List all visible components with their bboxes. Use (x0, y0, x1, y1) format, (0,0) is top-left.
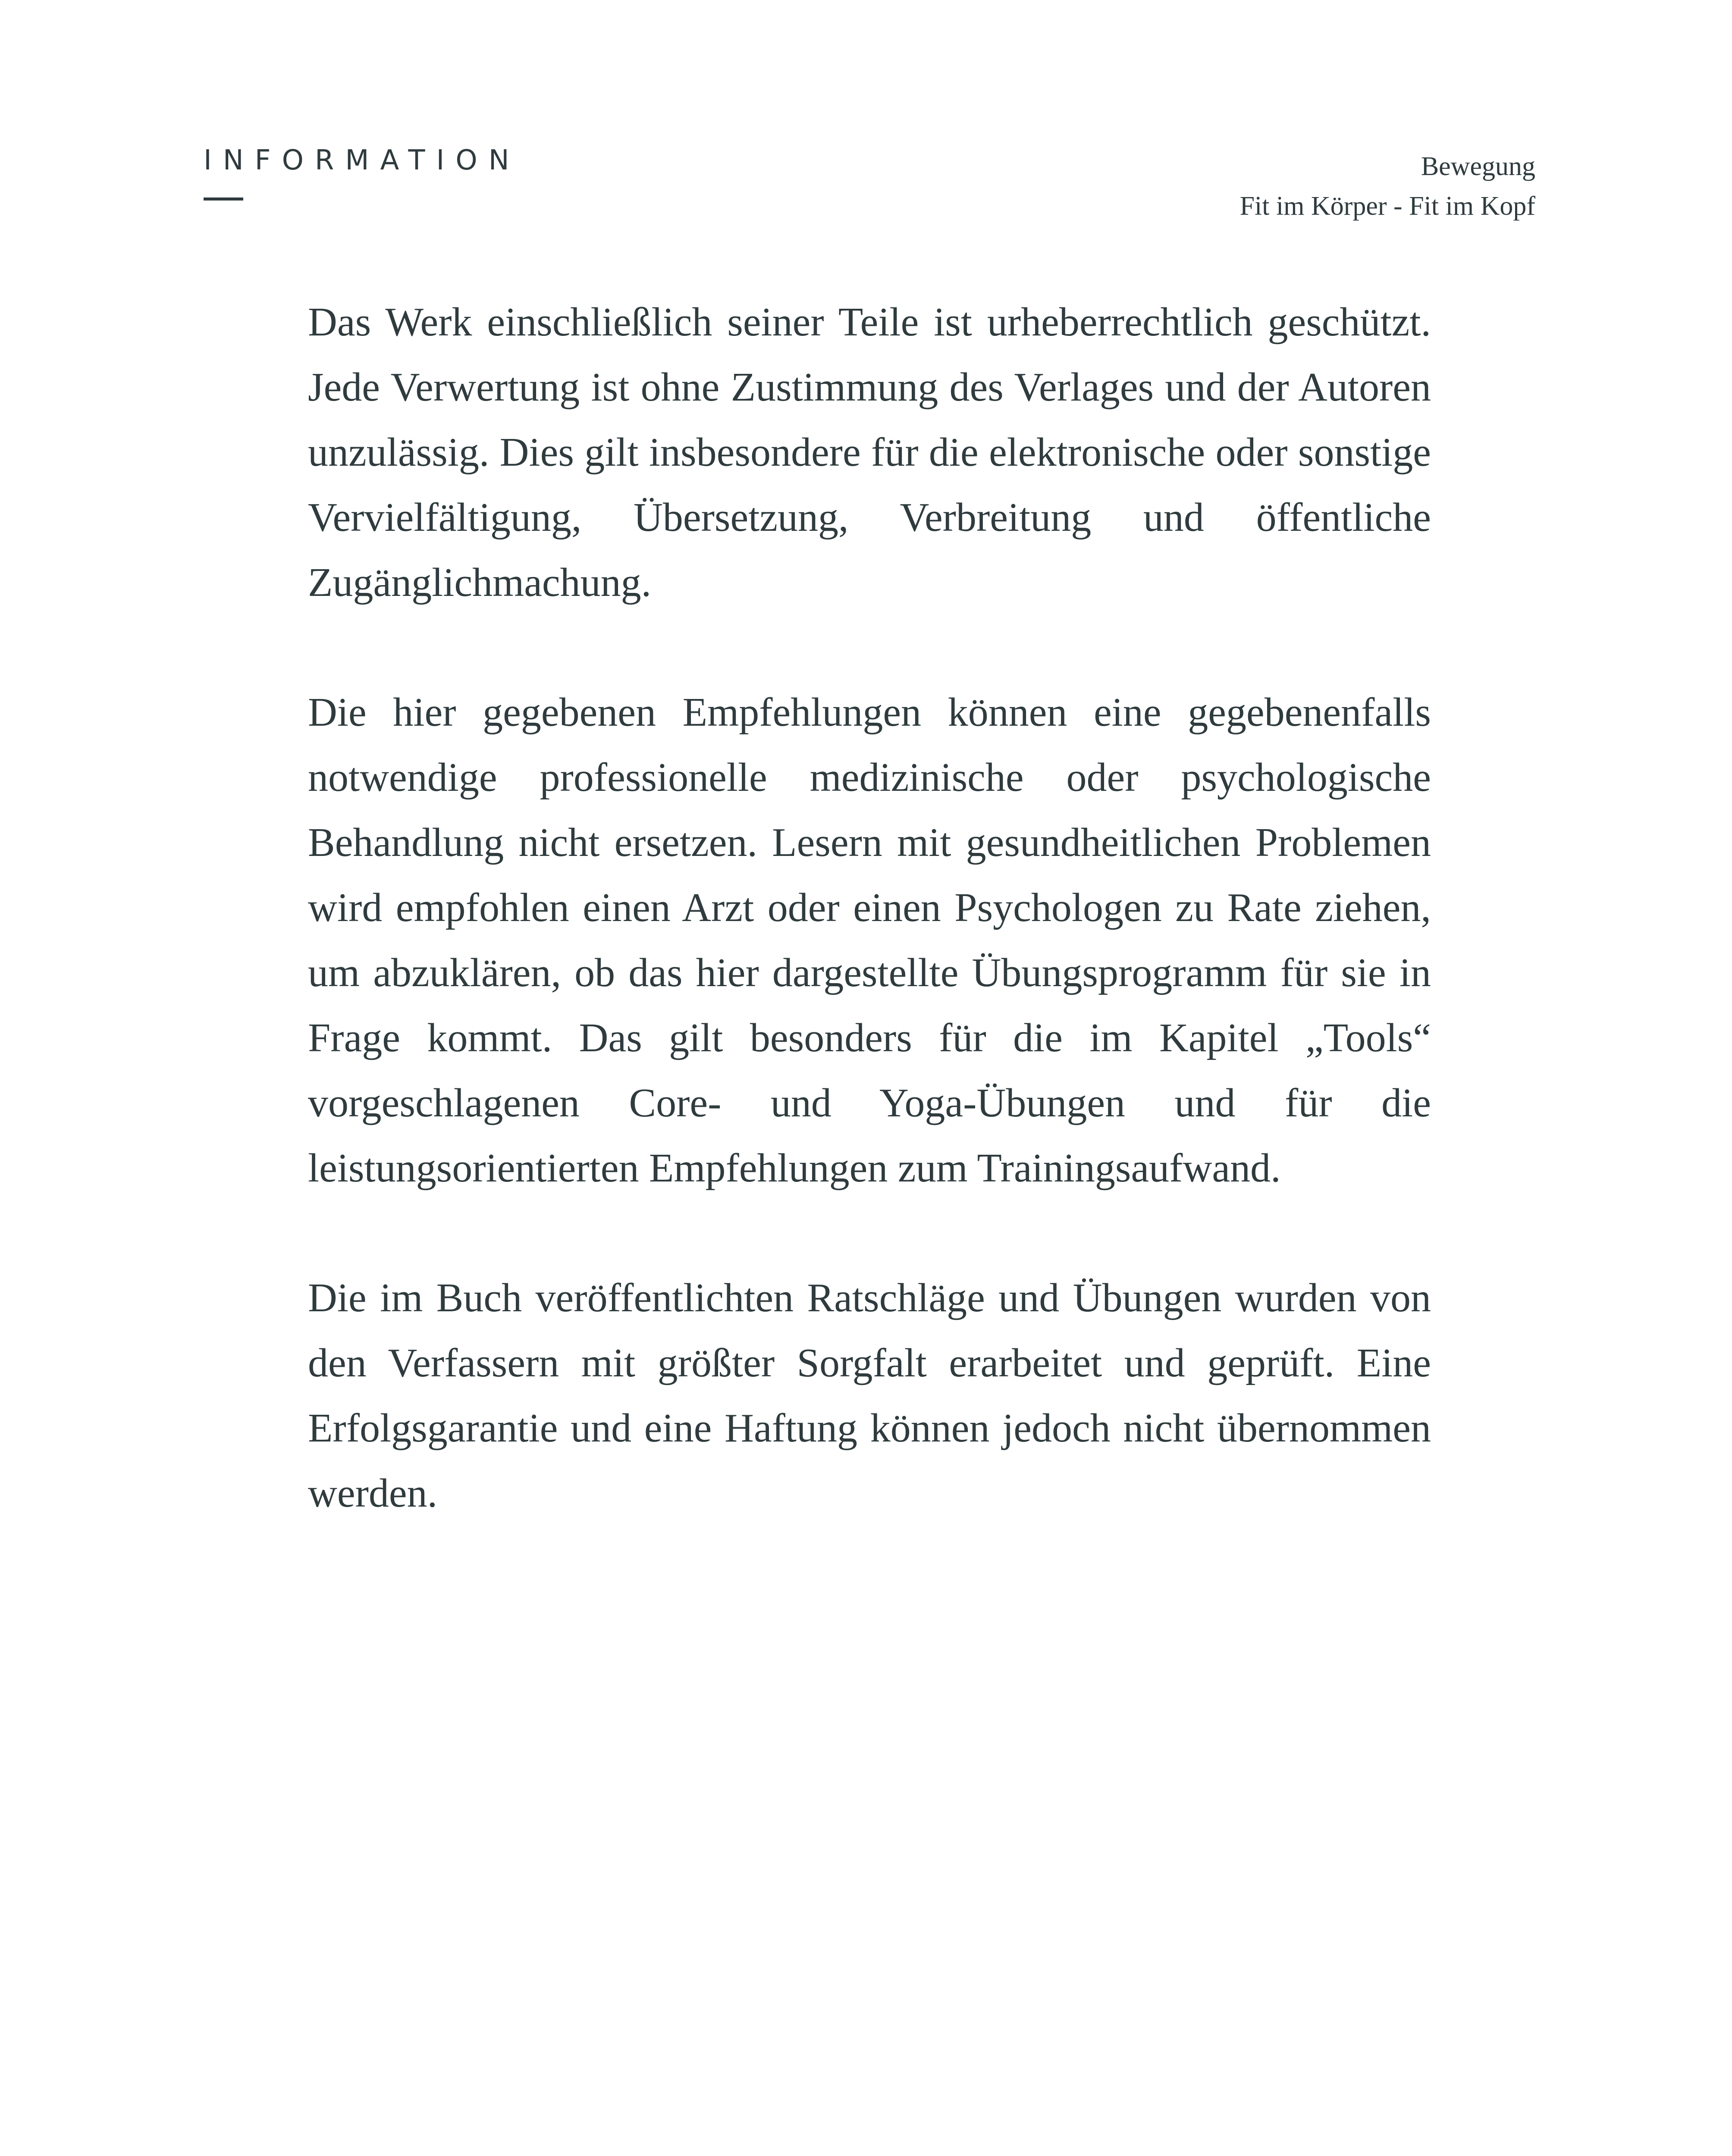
paragraph-copyright: Das Werk einschließlich seiner Teile ist urheberrechtlich geschützt. Jede Verwertung ist ohne Zustimmung des Verlages und der Autoren unzulässig. Dies gilt insbesondere für die elektronische oder sonstige Vervielfältigung, Übersetzung, Verbreitung und öffentliche Zugänglichmachung. (308, 300, 1431, 605)
running-header (1240, 147, 1535, 226)
book-subtitle: Fit im Körper - Fit im Kopf (1239, 191, 1535, 221)
paragraph-medical-disclaimer: Die hier gegebenen Empfehlungen können eine gegebenenfalls notwendige professionelle medizinische oder psychologische Behandlung nicht ersetzen. Lesern mit gesundheitlichen Problemen wird empfohlen einen Arzt oder einen Psychologen zu Rate ziehen, um abzuklären, ob das hier dargestellte Übungsprogramm für sie in Frage kommt. Das gilt besonders für die im Kapitel „Tools“ vorgeschlagenen Core- und Yoga-Übungen und für die leistungsorientierten Empfehlungen zum Trainingsaufwand. (308, 690, 1431, 1191)
section-label: INFORMATION (204, 144, 521, 176)
section-underline-rule (204, 197, 243, 201)
book-title: Bewegung (1421, 152, 1535, 181)
main-text (308, 290, 1431, 1591)
paragraph-liability-disclaimer: Die im Buch veröffentlichten Ratschläge und Übungen wurden von den Verfassern mit größter Sorgfalt erarbeitet und geprüft. Eine Erfolgsgarantie und eine Haftung können jedoch nicht übernommen werden. (308, 1275, 1431, 1516)
section-header (204, 144, 521, 176)
